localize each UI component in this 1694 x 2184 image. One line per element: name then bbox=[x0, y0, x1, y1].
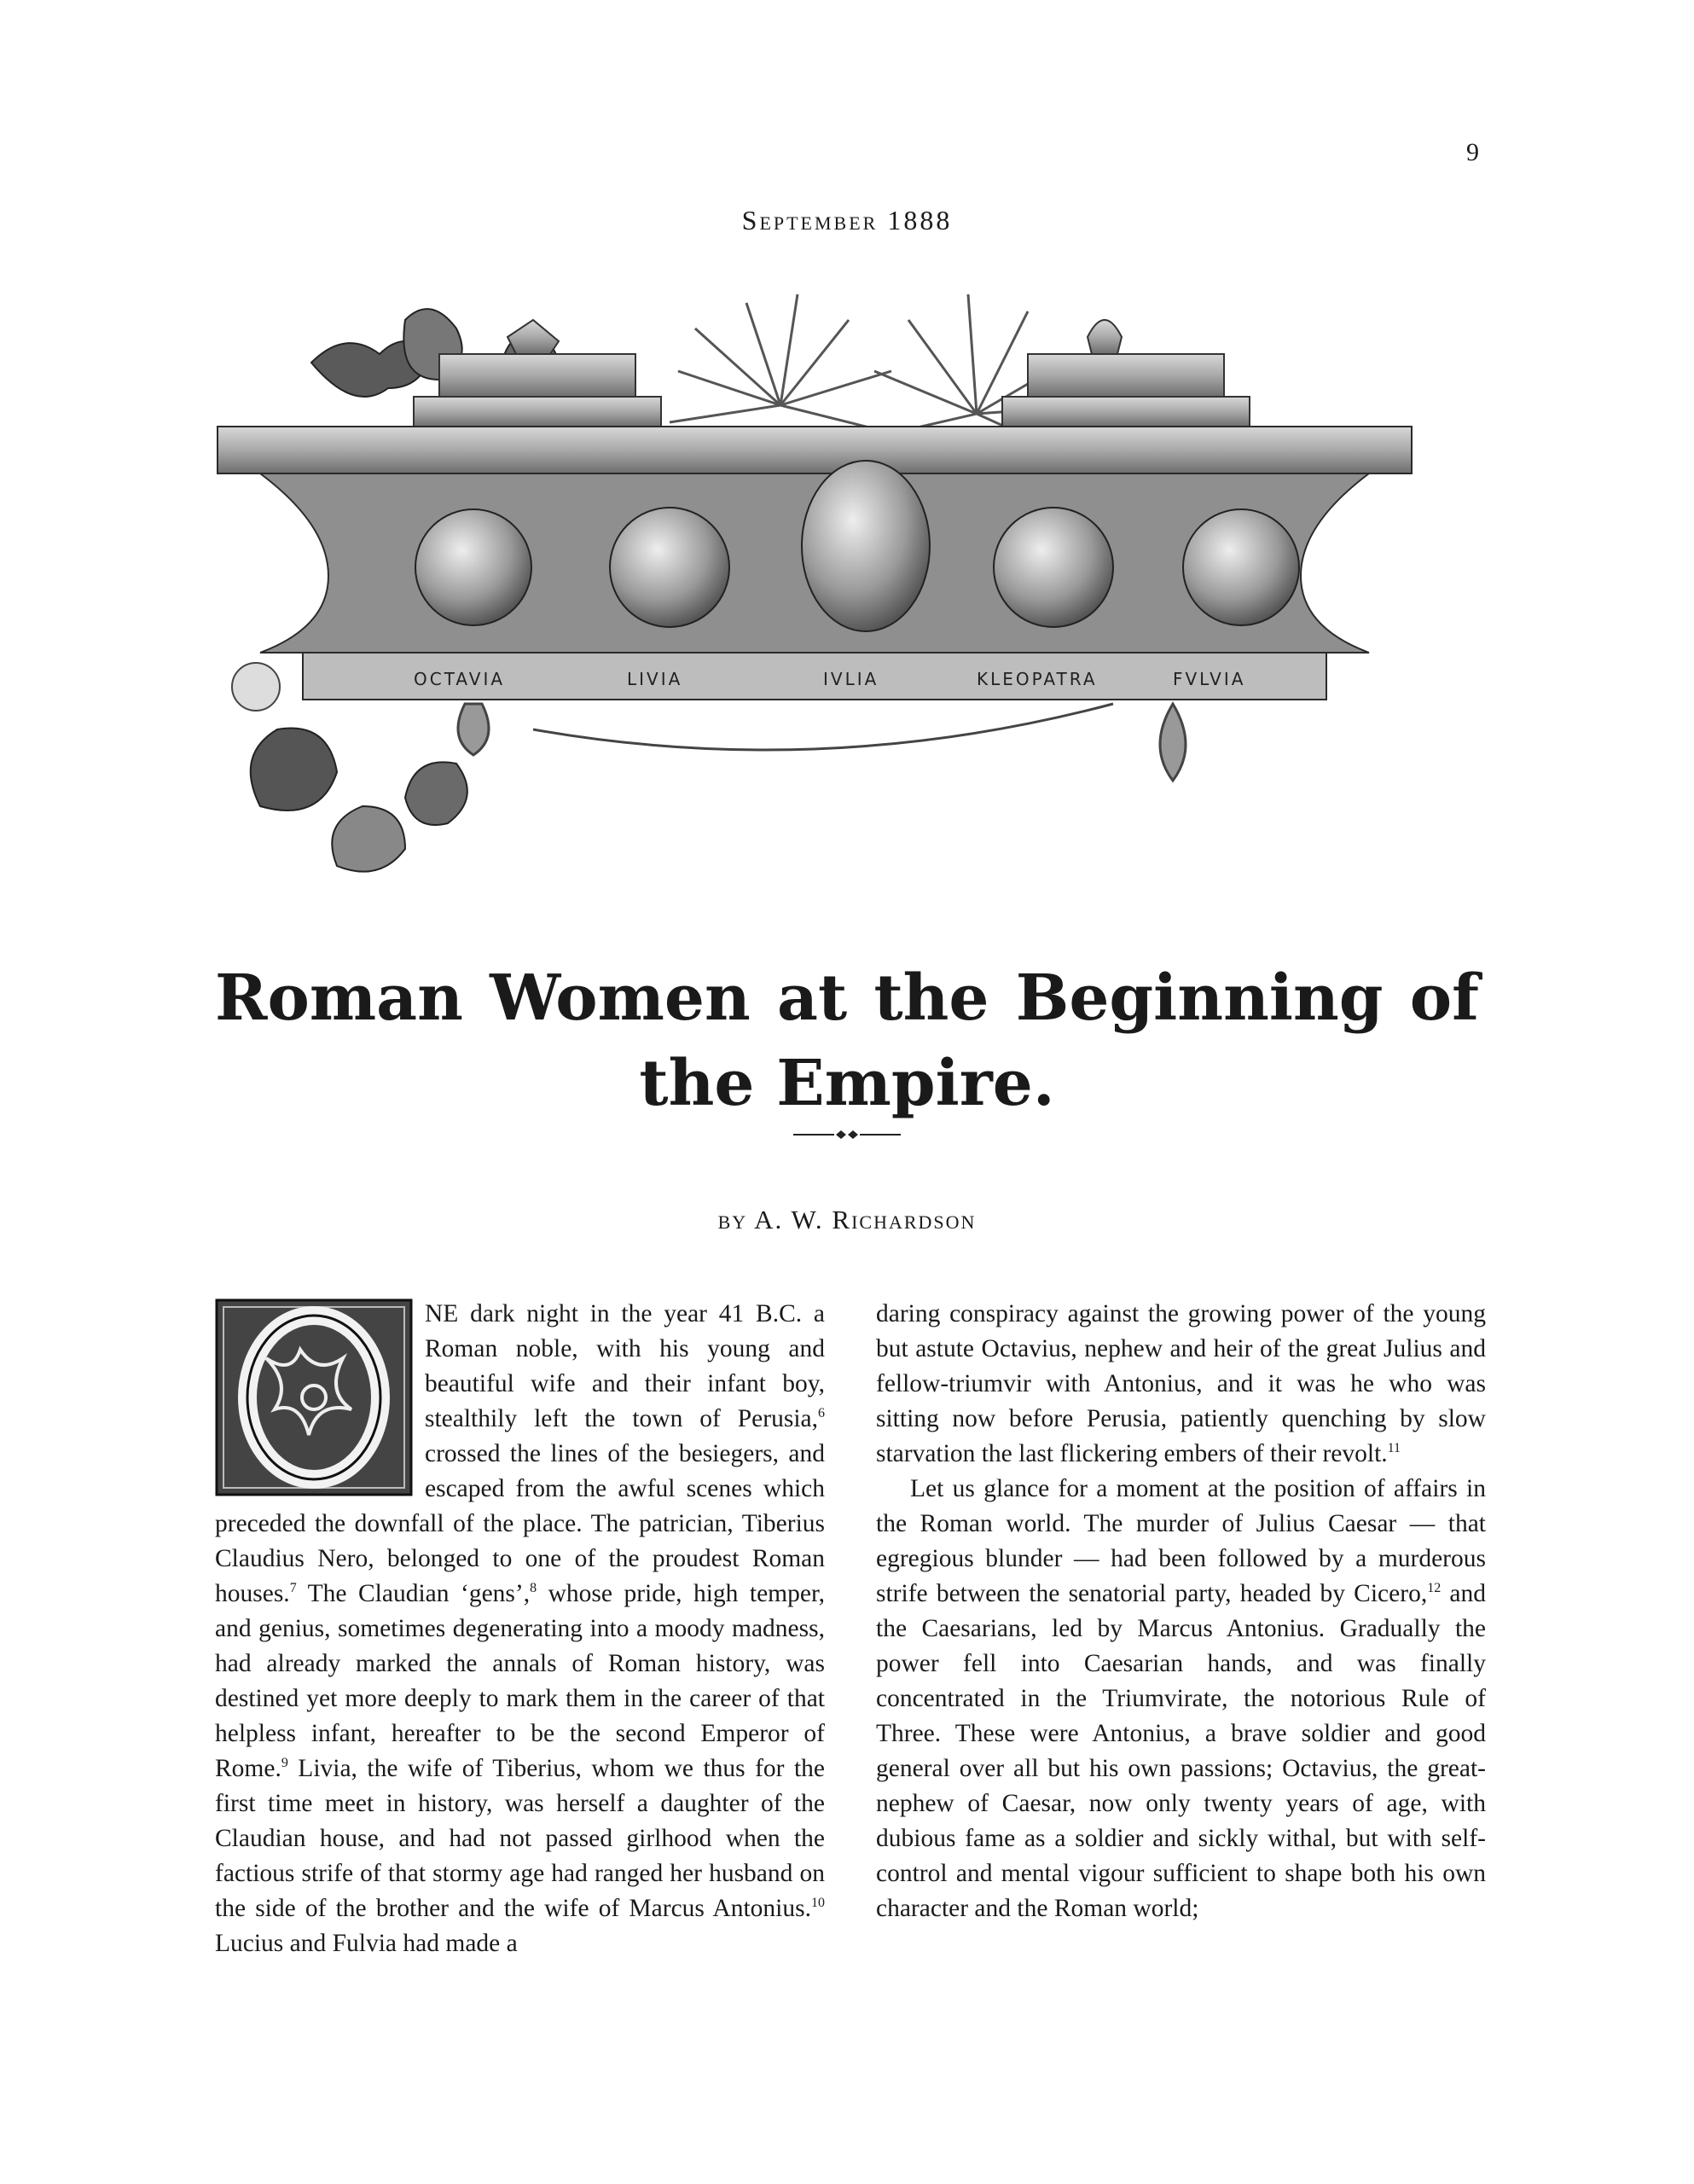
inscription-cleopatra: KLEOPATRA bbox=[977, 669, 1098, 689]
text-run: daring conspiracy against the growing power of the young but astute Octavius, nephew and heir of the great Julius and fellow-triumvir with Antonius, and it was he who was sitting now before Perusia, patiently quenching by slow starvation the last flickering embers of their revolt. bbox=[876, 1300, 1486, 1467]
inscription-octavia: OCTAVIA bbox=[414, 669, 506, 689]
page-number: 9 bbox=[1466, 138, 1479, 166]
ornament-divider bbox=[793, 1124, 901, 1145]
footnote-ref: 12 bbox=[1427, 1581, 1442, 1596]
garland bbox=[458, 704, 1186, 781]
drop-cap bbox=[215, 1298, 413, 1496]
inscription-julia: IVLIA bbox=[823, 669, 879, 689]
text-run: Livia, the wife of Tiberius, whom we thus for the first time meet in history, was herself a daughter of the Claudian house, and had not passed girlhood when the factious strife of that stormy age had ranged her husband on the side of the brother and the wife of Marcus Antonius. bbox=[215, 1755, 825, 1922]
text-run: crossed the lines of the besiegers, and escaped from the awful scenes which preceded the downfall of the place. The patrician, Tiberius Claudius Nero, belonged to one of the proudest Roman houses. bbox=[215, 1440, 825, 1607]
text-run: Let us glance for a moment at the position of affairs in the Roman world. The murder of Julius Caesar — that egregious blunder — had been followed by a murderous strife between the senatorial party, headed by Cicero, bbox=[876, 1475, 1486, 1607]
paragraph bbox=[876, 1297, 1486, 1472]
monogram-seal bbox=[232, 663, 280, 711]
inscription-livia: LIVIA bbox=[627, 669, 683, 689]
drop-cap-letter bbox=[215, 1298, 413, 1496]
pedestals bbox=[414, 320, 1250, 427]
byline: by A. W. Richardson bbox=[717, 1205, 977, 1234]
footnote-ref: 8 bbox=[530, 1581, 537, 1596]
article-title: Roman Women at the Beginning of the Empire. bbox=[215, 961, 1479, 1120]
text-run: and the Caesarians, led by Marcus Antonius. Gradually the power fell into Caesarian hands, and was finally concentrated in the Triumvirate, the notorious Rule of Three. These were Antonius, a brave soldier and good general over all but his own passions; Octavius, the great-nephew of Caesar, now only twenty years of age, with dubious fame as a soldier and sickly withal, but with self-control and mental vigour sufficient to shape both his own character and the Roman world; bbox=[876, 1580, 1487, 1922]
footnote-ref: 11 bbox=[1387, 1441, 1401, 1456]
text-run: whose pride, high temper, and genius, sometimes degenerating into a moody madness, had already marked the annals of Roman history, was destined yet more deeply to mark them in the career of that helpless infant, hereafter to be the second Emperor of Rome. bbox=[215, 1580, 825, 1782]
footnote-ref: 7 bbox=[289, 1581, 297, 1596]
paragraph bbox=[876, 1472, 1486, 1926]
text-run: NE dark night in the year 41 B.C. a Roman noble, with his young and beautiful wife and their infant boy, stealthily left the town of Perusia, bbox=[425, 1300, 825, 1432]
header-illustration bbox=[209, 286, 1420, 900]
text-run: The Claudian ‘gens’, bbox=[296, 1580, 531, 1607]
text-run: Lucius and Fulvia had made a bbox=[215, 1930, 518, 1957]
footnote-ref: 9 bbox=[281, 1756, 288, 1771]
text-column-left bbox=[215, 1297, 825, 1961]
footnote-ref: 10 bbox=[811, 1896, 825, 1911]
text-column-right bbox=[876, 1297, 1486, 1926]
footnote-ref: 6 bbox=[818, 1406, 825, 1421]
running-head: September 1888 bbox=[741, 205, 953, 235]
inscription-fulvia: FVLVIA bbox=[1173, 669, 1246, 689]
